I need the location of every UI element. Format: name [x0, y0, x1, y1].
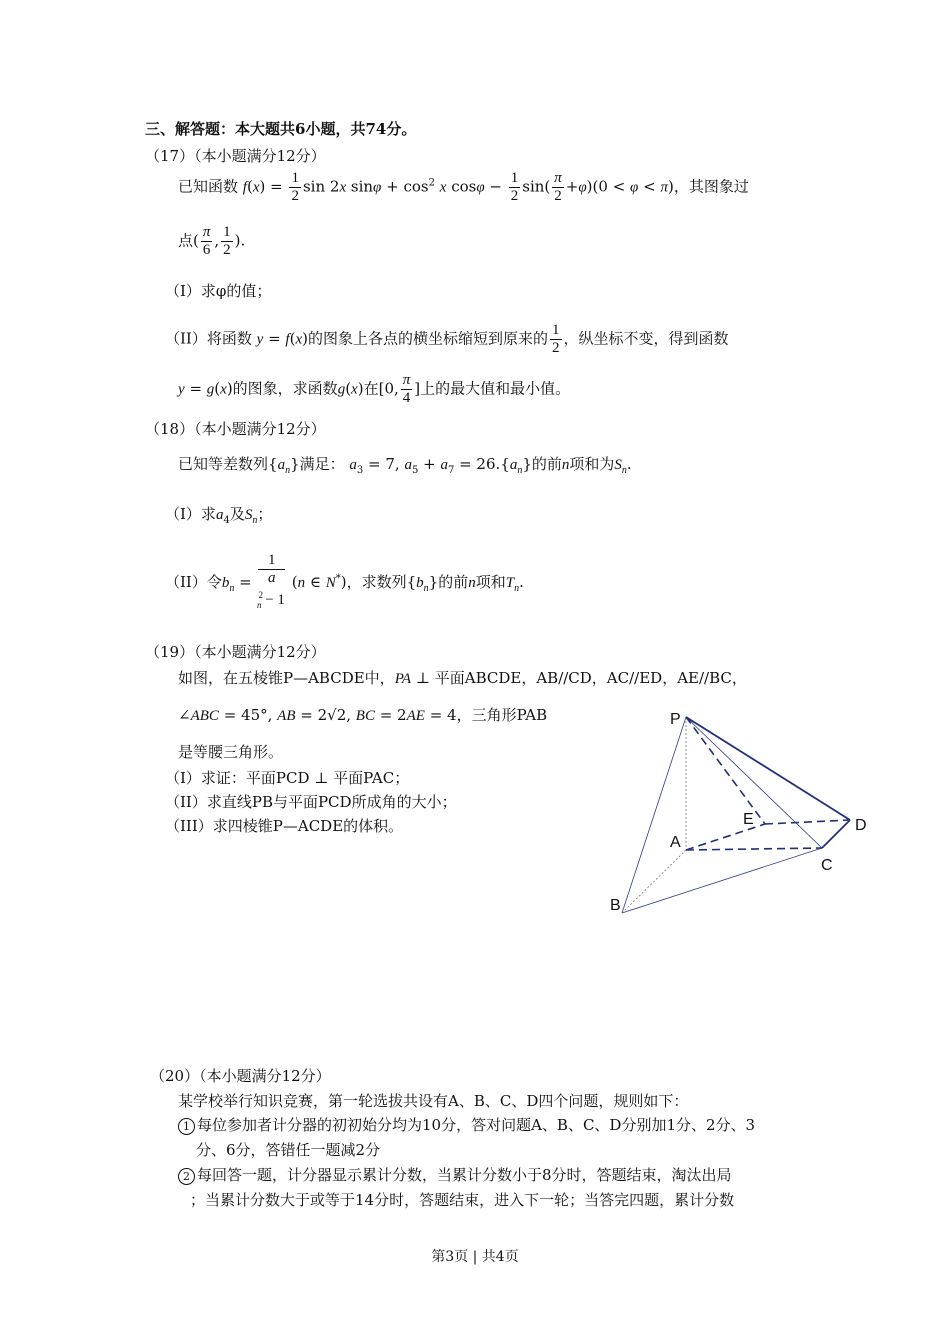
label-c: C [821, 857, 833, 874]
q19-stem-line1: 如图，在五棱锥P—ABCDE中，PA ⊥ 平面ABCDE，AB//CD，AC//ED，AE//BC， [178, 669, 747, 687]
edge-ac [686, 848, 822, 850]
edge-ed [765, 820, 850, 824]
section-title: 三、解答题：本大题共6小题，共74分。 [145, 120, 417, 138]
q18-part1-b: 及 [229, 505, 245, 523]
q18-part1-c: ； [257, 505, 273, 523]
q18-stem-d: 项和为 [569, 455, 615, 473]
q18-part1-a: （I）求 [165, 505, 216, 523]
rule2-number-circle: 2 [178, 1168, 195, 1185]
q17-part2-c: ，纵坐标不变，得到函数 [563, 329, 729, 348]
q17-part2-f: 上的最大值和最小值。 [420, 379, 571, 398]
q18-part1: （I）求$a_4$及$S_n$； [165, 505, 273, 526]
q20-rule2-a: 每回答一题，计分器显示累计分数，当累计分数小于8分时，答题结束，淘汰出局 [197, 1166, 732, 1184]
q18-part2-b: ，求数列 [346, 573, 407, 591]
label-a: A [670, 834, 681, 851]
q17-part2-e: 在 [363, 379, 379, 398]
q17-point-prefix: 点 [178, 231, 194, 250]
q20-rule1-a: 每位参加者计分器的初初始分均为10分，答对问题A、B、C、D分别加1分、2分、3 [197, 1116, 756, 1134]
edge-pb [622, 717, 686, 913]
page-footer: 第3页 | 共4页 [431, 1249, 519, 1265]
label-e: E [743, 811, 754, 828]
q20-header: （20）（本小题满分12分） [150, 1067, 331, 1085]
q18-header: （18）（本小题满分12分） [145, 420, 326, 438]
edge-pd [686, 717, 850, 820]
q19-part2: （II）求直线PB与平面PCD所成角的大小； [165, 793, 457, 811]
q17-part2-a: （II）将函数 [165, 329, 252, 348]
edge-ab [622, 850, 686, 913]
label-b: B [610, 897, 621, 914]
edge-pe [686, 717, 765, 824]
q18-part2-d: 项和 [475, 573, 506, 591]
q19-header: （19）（本小题满分12分） [145, 643, 326, 661]
q17-part2-b: 的图象上各点的横坐标缩短到原来的 [307, 329, 548, 348]
q18-stem: 已知等差数列$\{a_n\}$满足： $a_3 = 7$, $a_5 + a_7 = 26.\{a_n\}$的前n项和为$S_n$. [178, 455, 632, 476]
edge-dc [822, 820, 850, 848]
q17-part2-line2: y = g(x)的图象，求函数g(x)在[0, $\frac{\pi}{4}$ ]上的最大值和最小值。 [178, 372, 571, 406]
q19-stem-line3: 是等腰三角形。 [178, 743, 284, 761]
rule1-number-circle: 1 [178, 1118, 195, 1135]
edge-bc [622, 848, 822, 913]
label-d: D [855, 817, 867, 834]
q17-part2-line1: （II）将函数 y = f(x)的图象上各点的横坐标缩短到原来的 $\frac{1}{2}$ ，纵坐标不变，得到函数 [165, 322, 729, 356]
q18-stem-a: 已知等差数列 [178, 455, 269, 473]
q17-stem: 已知函数 f(x) = $\frac{1}{2}$ sin 2x $\sin\varphi + \cos^2 x$ cosφ − $\frac{1}{2}$ sin( $\frac{\pi}{2}$ +φ)(0 < φ < π)，其图象过 [178, 170, 749, 204]
q17-part2-d: 的图象，求函数 [232, 379, 338, 398]
q20-rule1-line2: 分、6分，答错任一题减2分 [196, 1141, 381, 1159]
q17-stem-prefix: 已知函数 [178, 177, 239, 196]
q18-stem-c: 的前 [531, 455, 562, 473]
q20-rule2-line2: ；当累计分数大于或等于14分时，答题结束，进入下一轮；当答完四题，累计分数 [190, 1191, 735, 1209]
label-p: P [670, 711, 681, 728]
q19-stem-a: 如图，在五棱锥P—ABCDE中， [178, 669, 395, 687]
q17-stem-suffix: ，其图象过 [673, 177, 749, 196]
q17-point: 点( $\frac{\pi}{6}$ , $\frac{1}{2}$ ). [178, 224, 246, 258]
q18-part2: （II）令$b_n$ = 1 a $^2_n$ − 1 (n ∈ N*)，求数列$\{b_n\}$的前n项和$T_n$. [165, 552, 524, 610]
q20-rule2-line1 [178, 1164, 732, 1185]
q19-part3: （III）求四棱锥P—ACDE的体积。 [165, 817, 404, 835]
q18-stem-b: 满足： [299, 455, 345, 473]
q18-part2-c: 的前 [438, 573, 469, 591]
q17-part1: （I）求φ的值； [165, 282, 272, 300]
q17-header: （17）（本小题满分12分） [145, 147, 326, 165]
q19-stem-line2: ∠ABC = 45°, AB = 2√2, BC = 2AE = 4，三角形PAB [178, 706, 548, 724]
q19-stem-b: 平面ABCDE，AB//CD，AC//ED，AE//BC， [434, 669, 747, 687]
q19-stem-c: ，三角形PAB [456, 706, 548, 724]
q19-part1: （I）求证：平面PCD ⊥ 平面PAC； [165, 769, 410, 787]
q20-stem: 某学校举行知识竞赛，第一轮选拔共设有A、B、C、D四个问题，规则如下： [178, 1092, 689, 1110]
pyramid-figure [600, 700, 890, 930]
q20-rule1-line1 [178, 1114, 755, 1135]
q18-part2-a: （II）令 [165, 573, 222, 591]
